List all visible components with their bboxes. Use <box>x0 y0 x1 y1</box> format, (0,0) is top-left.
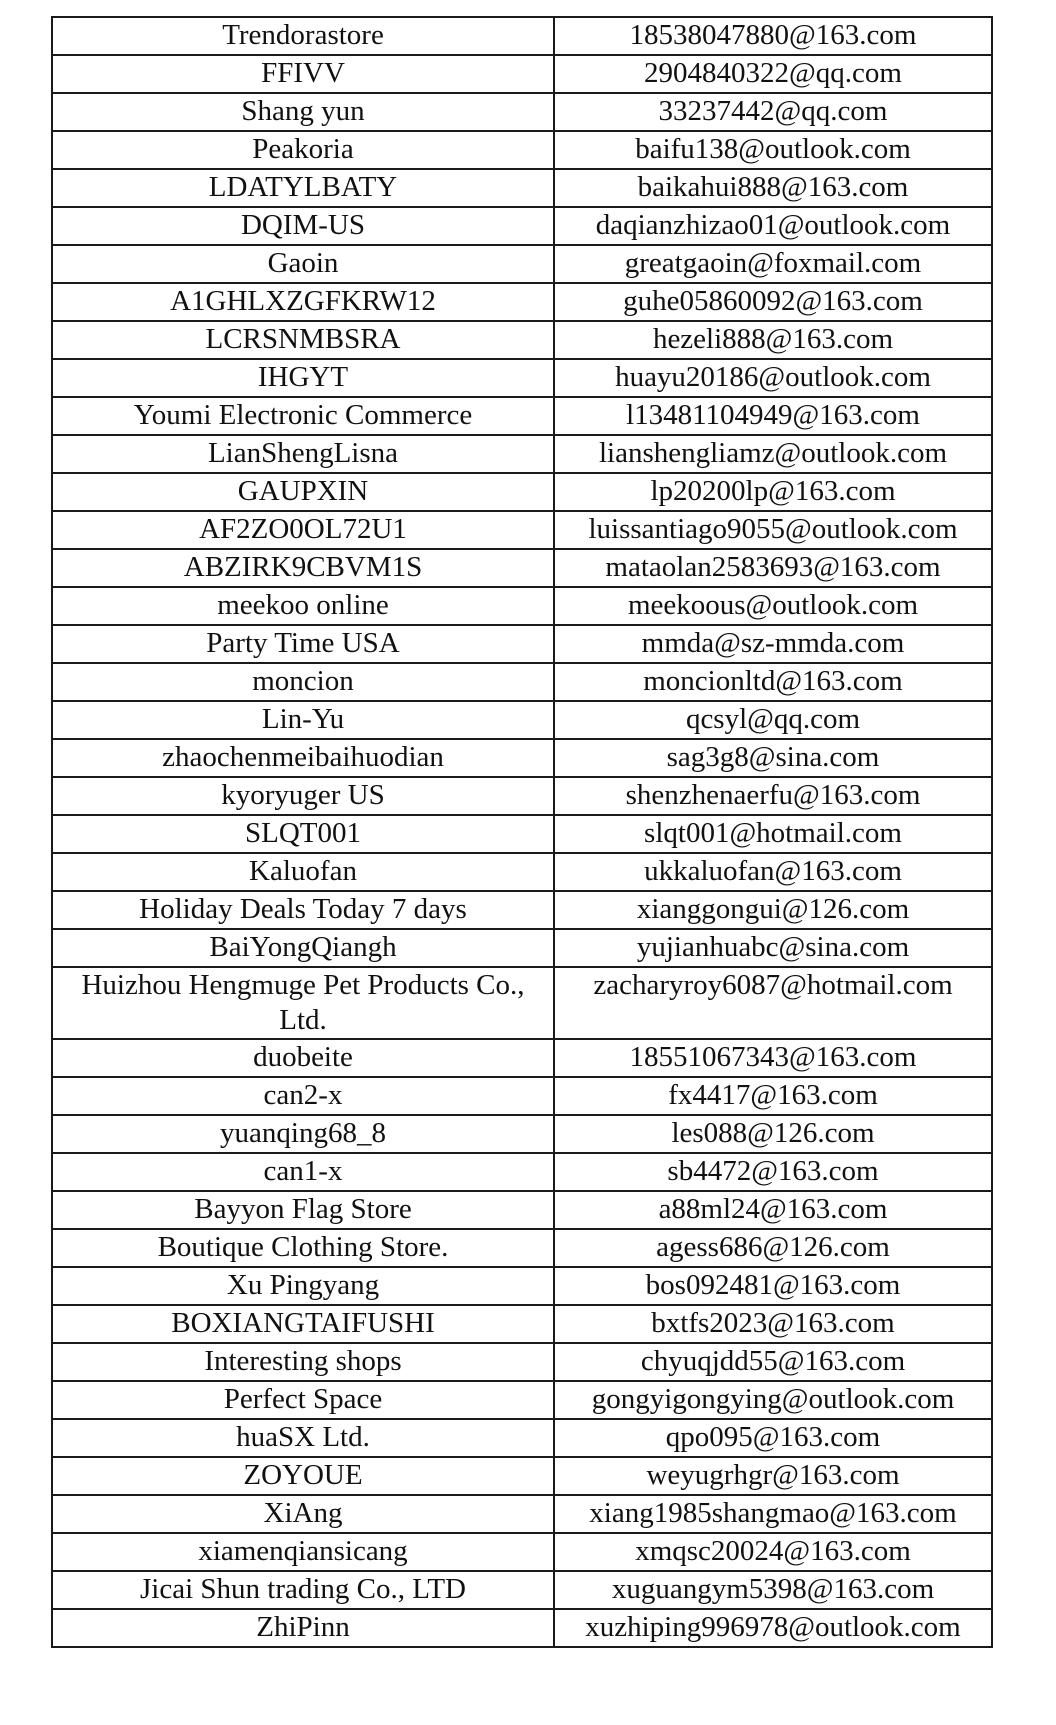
store-name-cell: Lin-Yu <box>52 701 554 739</box>
email-cell: 18538047880@163.com <box>554 17 992 55</box>
store-name-cell: BaiYongQiangh <box>52 929 554 967</box>
table-row <box>52 853 992 891</box>
table-row <box>52 587 992 625</box>
table-row <box>52 1267 992 1305</box>
store-email-table <box>51 16 993 1648</box>
email-cell: baifu138@outlook.com <box>554 131 992 169</box>
table-row <box>52 815 992 853</box>
email-cell: l13481104949@163.com <box>554 397 992 435</box>
email-cell: lianshengliamz@outlook.com <box>554 435 992 473</box>
email-cell: mmda@sz-mmda.com <box>554 625 992 663</box>
store-name-cell: duobeite <box>52 1039 554 1077</box>
table-row <box>52 1609 992 1647</box>
table-row <box>52 1457 992 1495</box>
table-row <box>52 473 992 511</box>
store-name-cell: Gaoin <box>52 245 554 283</box>
store-name-cell: zhaochenmeibaihuodian <box>52 739 554 777</box>
email-cell: greatgaoin@foxmail.com <box>554 245 992 283</box>
email-cell: shenzhenaerfu@163.com <box>554 777 992 815</box>
store-name-cell: moncion <box>52 663 554 701</box>
email-cell: baikahui888@163.com <box>554 169 992 207</box>
table-row <box>52 435 992 473</box>
email-cell: slqt001@hotmail.com <box>554 815 992 853</box>
table-row <box>52 739 992 777</box>
table-row <box>52 1115 992 1153</box>
email-cell: 2904840322@qq.com <box>554 55 992 93</box>
table-row <box>52 397 992 435</box>
table-row <box>52 207 992 245</box>
store-name-cell: BOXIANGTAIFUSHI <box>52 1305 554 1343</box>
email-cell: sag3g8@sina.com <box>554 739 992 777</box>
store-name-cell: Peakoria <box>52 131 554 169</box>
email-cell: xuzhiping996978@outlook.com <box>554 1609 992 1647</box>
email-cell: gongyigongying@outlook.com <box>554 1381 992 1419</box>
email-cell: 33237442@qq.com <box>554 93 992 131</box>
table-row <box>52 967 992 1039</box>
email-cell: xuguangym5398@163.com <box>554 1571 992 1609</box>
store-name-cell: ZhiPinn <box>52 1609 554 1647</box>
table-row <box>52 245 992 283</box>
email-cell: moncionltd@163.com <box>554 663 992 701</box>
email-cell: yujianhuabc@sina.com <box>554 929 992 967</box>
email-cell: xianggongui@126.com <box>554 891 992 929</box>
email-cell: zacharyroy6087@hotmail.com <box>554 967 992 1039</box>
table-row <box>52 663 992 701</box>
table-row <box>52 131 992 169</box>
email-cell: mataolan2583693@163.com <box>554 549 992 587</box>
store-name-cell: Boutique Clothing Store. <box>52 1229 554 1267</box>
store-name-cell: SLQT001 <box>52 815 554 853</box>
store-name-cell: can1-x <box>52 1153 554 1191</box>
store-name-cell: can2-x <box>52 1077 554 1115</box>
table-row <box>52 283 992 321</box>
email-cell: hezeli888@163.com <box>554 321 992 359</box>
email-cell: lp20200lp@163.com <box>554 473 992 511</box>
email-cell: ukkaluofan@163.com <box>554 853 992 891</box>
table-row <box>52 511 992 549</box>
store-name-cell: IHGYT <box>52 359 554 397</box>
store-name-cell: meekoo online <box>52 587 554 625</box>
table-row <box>52 1343 992 1381</box>
table-row <box>52 17 992 55</box>
table-row <box>52 321 992 359</box>
email-cell: qcsyl@qq.com <box>554 701 992 739</box>
store-name-cell: Holiday Deals Today 7 days <box>52 891 554 929</box>
email-cell: daqianzhizao01@outlook.com <box>554 207 992 245</box>
store-name-cell: xiamenqiansicang <box>52 1533 554 1571</box>
email-cell: agess686@126.com <box>554 1229 992 1267</box>
store-name-cell: kyoryuger US <box>52 777 554 815</box>
table-row <box>52 55 992 93</box>
email-cell: luissantiago9055@outlook.com <box>554 511 992 549</box>
email-cell: bxtfs2023@163.com <box>554 1305 992 1343</box>
store-name-cell: LianShengLisna <box>52 435 554 473</box>
email-cell: meekoous@outlook.com <box>554 587 992 625</box>
table-row <box>52 359 992 397</box>
email-cell: chyuqjdd55@163.com <box>554 1343 992 1381</box>
store-name-cell: Kaluofan <box>52 853 554 891</box>
store-name-cell: DQIM-US <box>52 207 554 245</box>
store-name-cell: GAUPXIN <box>52 473 554 511</box>
table-row <box>52 701 992 739</box>
email-cell: xmqsc20024@163.com <box>554 1533 992 1571</box>
table-row <box>52 777 992 815</box>
store-name-cell: yuanqing68_8 <box>52 1115 554 1153</box>
store-name-cell: ZOYOUE <box>52 1457 554 1495</box>
store-name-cell: XiAng <box>52 1495 554 1533</box>
table-row <box>52 1533 992 1571</box>
table-row <box>52 1305 992 1343</box>
email-cell: bos092481@163.com <box>554 1267 992 1305</box>
table-row <box>52 93 992 131</box>
store-name-cell: LCRSNMBSRA <box>52 321 554 359</box>
email-cell: xiang1985shangmao@163.com <box>554 1495 992 1533</box>
table-row <box>52 1571 992 1609</box>
table-row <box>52 1419 992 1457</box>
table-body <box>52 17 992 1647</box>
table-row <box>52 929 992 967</box>
store-name-cell: Trendorastore <box>52 17 554 55</box>
table-row <box>52 891 992 929</box>
table-row <box>52 1153 992 1191</box>
email-cell: a88ml24@163.com <box>554 1191 992 1229</box>
table-row <box>52 169 992 207</box>
store-name-cell: Jicai Shun trading Co., LTD <box>52 1571 554 1609</box>
store-name-cell: Xu Pingyang <box>52 1267 554 1305</box>
store-name-cell: FFIVV <box>52 55 554 93</box>
store-name-cell: Perfect Space <box>52 1381 554 1419</box>
email-cell: sb4472@163.com <box>554 1153 992 1191</box>
email-cell: qpo095@163.com <box>554 1419 992 1457</box>
store-name-cell: Shang yun <box>52 93 554 131</box>
table-row <box>52 1229 992 1267</box>
store-name-cell: A1GHLXZGFKRW12 <box>52 283 554 321</box>
email-cell: guhe05860092@163.com <box>554 283 992 321</box>
store-name-cell: huaSX Ltd. <box>52 1419 554 1457</box>
store-name-cell: ABZIRK9CBVM1S <box>52 549 554 587</box>
table-row <box>52 1077 992 1115</box>
store-name-cell: Huizhou Hengmuge Pet Products Co., Ltd. <box>52 967 554 1039</box>
store-name-cell: Interesting shops <box>52 1343 554 1381</box>
table-row <box>52 1039 992 1077</box>
table-row <box>52 1381 992 1419</box>
email-cell: les088@126.com <box>554 1115 992 1153</box>
table-row <box>52 549 992 587</box>
store-name-cell: LDATYLBATY <box>52 169 554 207</box>
table-row <box>52 1191 992 1229</box>
store-name-cell: AF2ZO0OL72U1 <box>52 511 554 549</box>
table-row <box>52 1495 992 1533</box>
email-cell: huayu20186@outlook.com <box>554 359 992 397</box>
email-cell: 18551067343@163.com <box>554 1039 992 1077</box>
email-cell: weyugrhgr@163.com <box>554 1457 992 1495</box>
store-name-cell: Youmi Electronic Commerce <box>52 397 554 435</box>
table-row <box>52 625 992 663</box>
store-name-cell: Party Time USA <box>52 625 554 663</box>
email-cell: fx4417@163.com <box>554 1077 992 1115</box>
store-name-cell: Bayyon Flag Store <box>52 1191 554 1229</box>
